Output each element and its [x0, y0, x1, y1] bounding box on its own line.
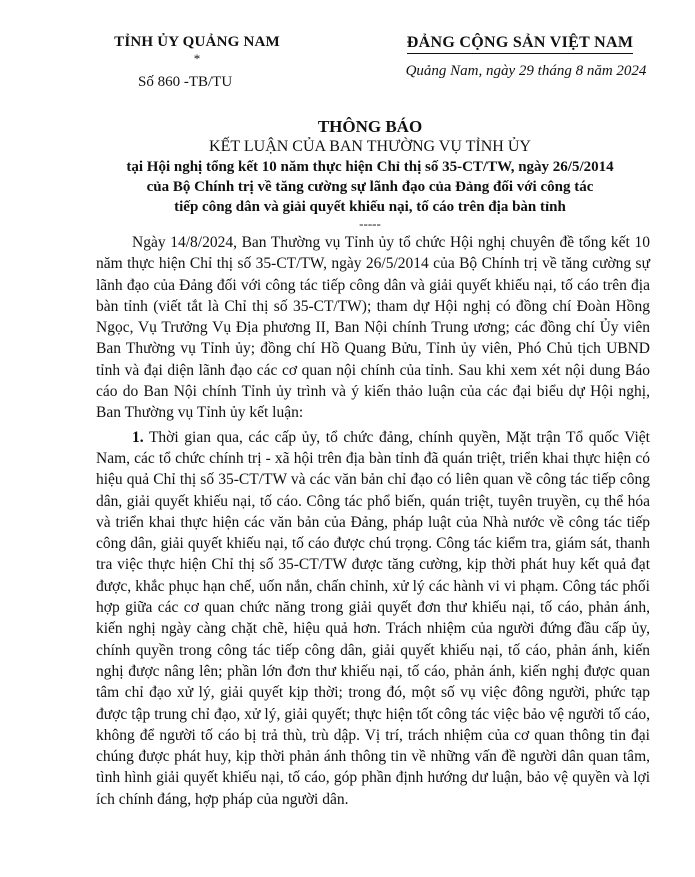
conclusion-item-1 — [96, 427, 650, 810]
item-number: 1. — [132, 428, 144, 446]
document-topic-line-1: tại Hội nghị tổng kết 10 năm thực hiện Chỉ thị số 35-CT/TW, ngày 26/5/2014 — [126, 159, 614, 175]
star-mark: * — [193, 51, 201, 66]
party-header-block — [390, 34, 650, 54]
party-name: ĐẢNG CỘNG SẢN VIỆT NAM — [407, 34, 633, 54]
document-type-title: THÔNG BÁO — [317, 117, 423, 136]
document-title-block — [60, 117, 680, 230]
document-topic-line-3: tiếp công dân và giải quyết khiếu nại, tố cáo trên địa bàn tỉnh — [174, 199, 566, 215]
document-number: Số 860 -TB/TU — [138, 74, 233, 90]
organization-name: TỈNH ỦY QUẢNG NAM — [114, 34, 280, 50]
document-topic-line-2: của Bộ Chính trị về tăng cường sự lãnh đạo của Đảng đối với công tác — [146, 179, 594, 195]
document-body — [96, 232, 650, 813]
item-text: Thời gian qua, các cấp ủy, tổ chức đảng, chính quyền, Mặt trận Tổ quốc Việt Nam, các tổ chức chính trị - xã hội trên địa bàn tỉnh đã quán triệt, triển khai thực hiện có hiệu quả Chỉ thị số 35-CT/TW và các văn bản chỉ đạo có liên quan về công tác tiếp công dân, giải quyết khiếu nại, tố cáo. Công tác phổ biến, quán triệt, tuyên truyền, cụ thể hóa và triển khai thực hiện các văn bản của Đảng, pháp luật của Nhà nước về công tác tiếp công dân, giải quyết khiếu nại, tố cáo được chú trọng. Công tác kiểm tra, giám sát, thanh tra việc thực hiện Chỉ thị số 35-CT/TW được tăng cường, kịp thời phát huy kết quả đạt được, khắc phục hạn chế, uốn nắn, chấn chỉnh, xử lý các hành vi vi phạm. Công tác phối hợp giữa các cơ quan chức năng trong giải quyết đơn thư khiếu nại, tố cáo, phản ánh, kiến nghị ngày càng chặt chẽ, hiệu quả hơn. Trách nhiệm của người đứng đầu cấp ủy, chính quyền trong công tác tiếp công dân, giải quyết khiếu nại, tố cáo, phản ánh, kiến nghị được nâng lên; phần lớn đơn thư khiếu nại, tố cáo, phản ánh, kiến nghị được quan tâm chỉ đạo xử lý, giải quyết kịp thời; trong đó, một số vụ việc đông người, phức tạp được tập trung chỉ đạo, xử lý, giải quyết; thực hiện tốt công tác việc bảo vệ người tố cáo, không để người tố cáo bị trả thù, trù dập. Vị trí, trách nhiệm của cơ quan thông tin đại chúng được phát huy, kịp thời phản ánh thông tin về những vấn đề người dân quan tâm, tình hình giải quyết khiếu nại, tố cáo, góp phần định hướng dư luận, bảo vệ quyền và lợi ích chính đáng, hợp pháp của người dân. — [96, 428, 650, 808]
intro-paragraph: Ngày 14/8/2024, Ban Thường vụ Tỉnh ủy tổ chức Hội nghị chuyên đề tổng kết 10 năm thực hiện Chỉ thị số 35-CT/TW, ngày 26/5/2014 của Bộ Chính trị về tăng cường sự lãnh đạo của Đảng đối với công tác tiếp công dân và giải quyết khiếu nại, tố cáo trên địa bàn tỉnh (viết tắt là Chỉ thị số 35-CT/TW); tham dự Hội nghị có đồng chí Đoàn Hồng Ngọc, Vụ Trưởng Vụ Địa phương II, Ban Nội chính Trung ương; các đồng chí Ủy viên Ban Thường vụ Tỉnh ủy; đồng chí Hồ Quang Bửu, Tỉnh ủy viên, Phó Chủ tịch UBND tỉnh và đại diện lãnh đạo các cơ quan nội chính của tỉnh. Sau khi xem xét nội dung Báo cáo do Ban Nội chính Tỉnh ủy trình và ý kiến thảo luận của các đại biểu dự Hội nghị, Ban Thường vụ Tỉnh ủy kết luận: — [96, 234, 650, 422]
document-date: Quảng Nam, ngày 29 tháng 8 năm 2024 — [405, 63, 647, 79]
issuing-organization-block — [82, 34, 312, 65]
document-subtitle: KẾT LUẬN CỦA BAN THƯỜNG VỤ TỈNH ỦY — [209, 138, 531, 155]
title-separator: ----- — [359, 216, 381, 231]
